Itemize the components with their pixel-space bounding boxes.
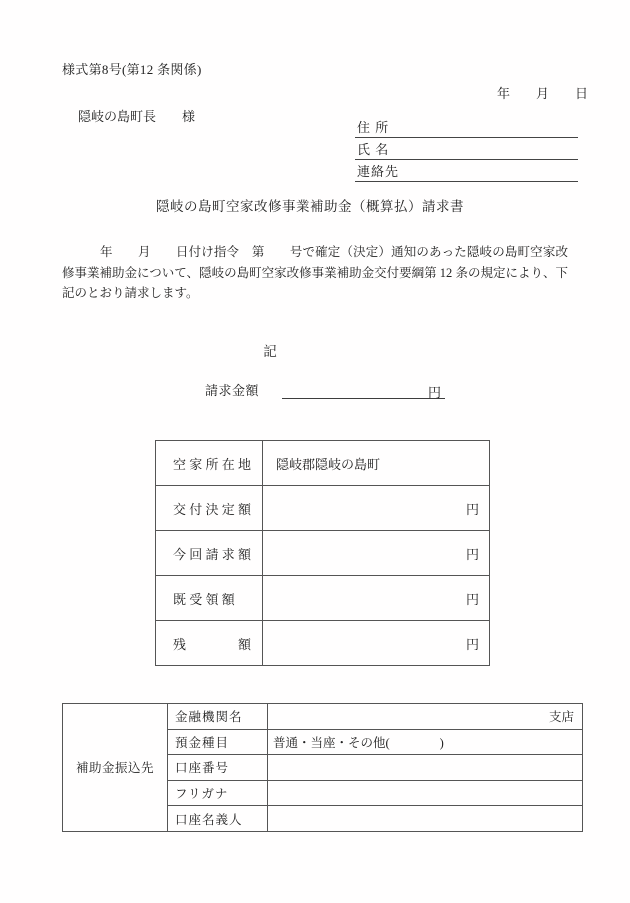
date-line: 年 月 日 [496, 86, 588, 101]
body-paragraph-line: 年 月 日付け指令 第 号で確定（決定）通知のあった隠岐の島町空家改 [62, 245, 568, 259]
cell-value: 隠岐郡隠岐の島町 [276, 456, 381, 472]
account-number-value[interactable] [268, 755, 582, 780]
body-paragraph-line: 修事業補助金について、隠岐の島町空家改修事業補助金交付要綱第 12 条の規定により、下 [62, 265, 568, 280]
bank-name-value[interactable] [268, 704, 582, 729]
body-paragraph [62, 242, 568, 304]
claim-amount-line [205, 380, 445, 399]
cell-unit: 円 [465, 636, 479, 652]
remaining-amount-label: 残 額 [156, 621, 263, 665]
deposit-type-value[interactable] [268, 730, 582, 755]
body-paragraph-line: 記のとおり請求します。 [62, 286, 199, 301]
table-row [156, 531, 489, 576]
note-heading: 記 [263, 344, 277, 359]
sender-block [355, 116, 578, 182]
claim-amount-field[interactable] [282, 382, 445, 399]
sender-contact-field[interactable] [355, 160, 578, 182]
transfer-table [62, 703, 583, 832]
table-row [168, 755, 582, 781]
cell-unit: 円 [465, 591, 479, 607]
table-row [156, 621, 489, 665]
table-row [168, 730, 582, 756]
sender-name-label: 氏 名 [357, 142, 390, 157]
vacant-house-location-label: 空 家 所 在 地 [156, 441, 263, 485]
claim-amount-label: 請求金額 [205, 383, 260, 398]
amount-table [155, 440, 490, 666]
document-title: 隠岐の島町空家改修事業補助金（概算払）請求書 [156, 199, 464, 214]
deposit-type-label: 預金種目 [168, 730, 268, 755]
table-row [156, 486, 489, 531]
bank-name-label: 金融機関名 [168, 704, 268, 729]
table-row [168, 704, 582, 730]
account-holder-label: 口座名義人 [168, 806, 268, 831]
sender-name-field[interactable] [355, 138, 578, 160]
furigana-label: フリガナ [168, 781, 268, 806]
grant-decision-amount-value[interactable] [263, 486, 489, 530]
cell-unit: 円 [465, 501, 479, 517]
form-number: 様式第8号(第12 条関係) [62, 62, 202, 77]
sender-contact-label: 連絡先 [357, 164, 400, 179]
remaining-amount-value[interactable] [263, 621, 489, 665]
already-received-amount-value[interactable] [263, 576, 489, 620]
grant-decision-amount-label: 交 付 決 定 額 [156, 486, 263, 530]
cell-unit: 円 [465, 546, 479, 562]
vacant-house-location-value[interactable] [263, 441, 489, 485]
account-number-label: 口座番号 [168, 755, 268, 780]
addressee: 隠岐の島町長 様 [78, 109, 196, 124]
transfer-destination-label: 補助金振込先 [63, 704, 168, 831]
current-claim-amount-value[interactable] [263, 531, 489, 575]
account-holder-value[interactable] [268, 806, 582, 831]
table-row [168, 806, 582, 831]
table-row [168, 781, 582, 807]
claim-amount-unit: 円 [428, 385, 442, 400]
sender-address-field[interactable] [355, 116, 578, 138]
transfer-rows [168, 704, 582, 831]
branch-suffix: 支店 [548, 710, 574, 725]
sender-address-label: 住 所 [357, 120, 390, 135]
current-claim-amount-label: 今 回 請 求 額 [156, 531, 263, 575]
table-row [156, 576, 489, 621]
cell-value: 普通・当座・その他( ) [273, 735, 444, 750]
table-row [156, 441, 489, 486]
furigana-value[interactable] [268, 781, 582, 806]
already-received-amount-label: 既 受 領 額 [156, 576, 263, 620]
